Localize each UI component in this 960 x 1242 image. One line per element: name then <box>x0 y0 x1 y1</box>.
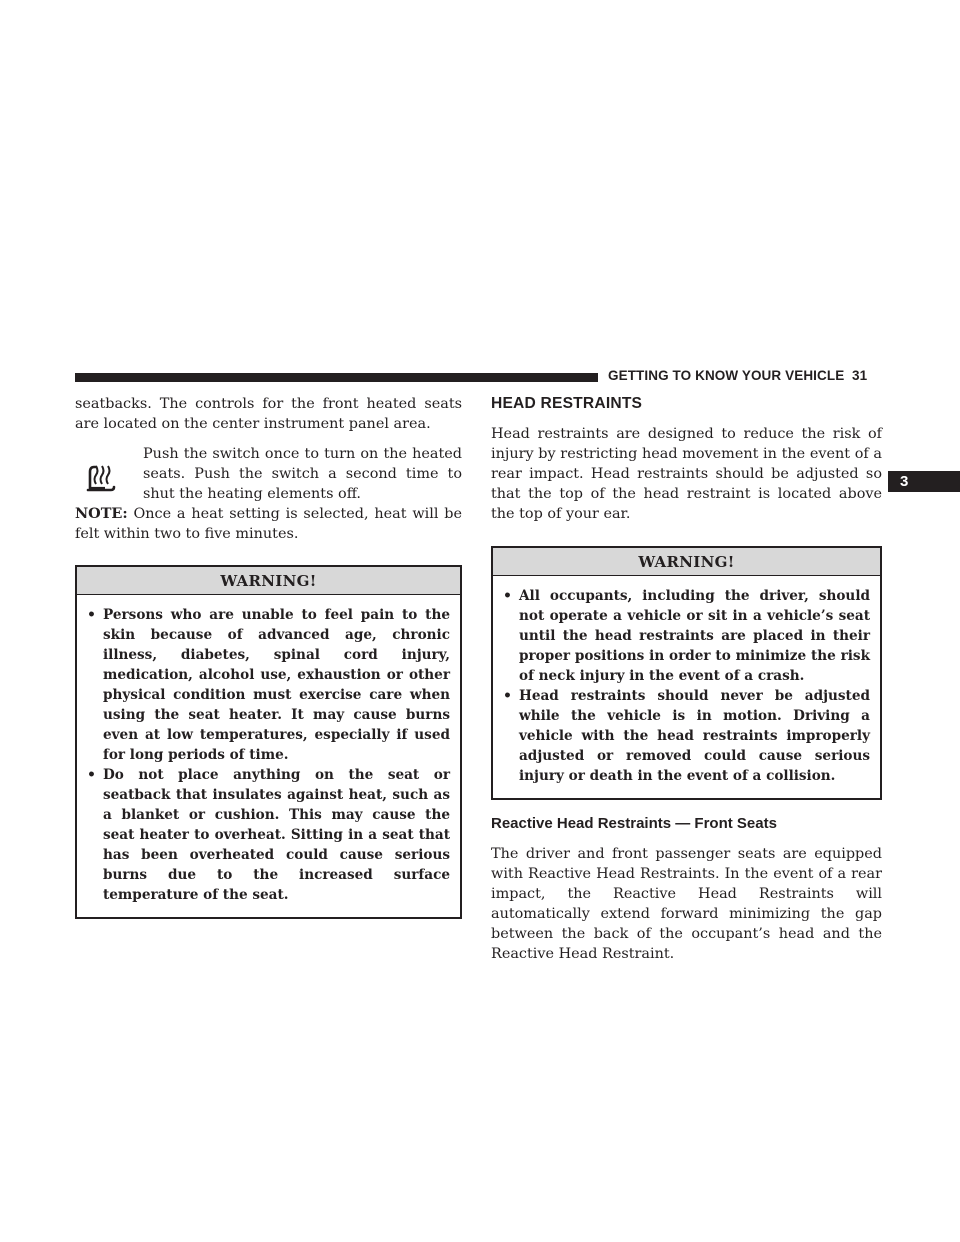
seat-heater-intro: seatbacks. The controls for the front heated seats are located on the center instrument panel area. <box>75 396 462 432</box>
warning-item: • Persons who are unable to feel pain to the skin because of advanced age, chronic illness, diabetes, spinal cord injury, medication, alcohol use, exhaustion or other physical condition must exercise care when using the seat heater. It may cause burns even at low temperatures, especially if used for long periods of time. <box>87 605 450 765</box>
page-number: 31 <box>852 368 868 383</box>
chapter-tab: 3 <box>888 471 960 492</box>
note-text: Once a heat setting is selected, heat will be felt within two to five minutes. <box>75 506 462 542</box>
warning-title: WARNING! <box>77 567 460 595</box>
warning-item: • Do not place anything on the seat or seatback that insulates against heat, such as a blanket or cushion. This may cause the seat heater to overheat. Sitting in a seat that has been overheated could cause serious burns due to the increased surface temperature of the seat. <box>87 765 450 905</box>
note-label: NOTE: <box>75 505 128 522</box>
heated-seat-instruction <box>75 444 462 504</box>
subsection-heading: Reactive Head Restraints — Front Seats <box>491 815 777 832</box>
left-column <box>75 394 462 919</box>
heated-seat-instruction-text: Push the switch once to turn on the heated seats. Push the switch a second time to shut the heating elements off. <box>143 446 462 502</box>
warning-item: • Head restraints should never be adjusted while the vehicle is in motion. Driving a vehicle with the head restraints improperly adjusted or removed could cause serious injury or death in the event of a collision. <box>503 686 870 786</box>
header-rule <box>75 373 598 382</box>
head-restraints-intro: Head restraints are designed to reduce the risk of injury by restricting head movement in the event of a rear impact. Head restraints should be adjusted so that the top of the head restraint is located above the top of your ear. <box>491 426 882 522</box>
reactive-head-restraints-text: The driver and front passenger seats are equipped with Reactive Head Restraints. In the event of a rear impact, the Reactive Head Restraints will automatically extend forward minimizing the gap between the back of the occupant’s head and the Reactive Head Restraint. <box>491 846 882 962</box>
seat-heater-warning-box <box>75 565 462 919</box>
header-title: GETTING TO KNOW YOUR VEHICLE <box>608 368 845 383</box>
heated-seat-icon <box>75 444 143 504</box>
running-header <box>608 368 891 383</box>
warning-item: • All occupants, including the driver, should not operate a vehicle or sit in a vehicle’s seat until the head restraints are placed in their proper positions in order to minimize the risk of neck injury in the event of a crash. <box>503 586 870 686</box>
warning-list <box>493 576 880 798</box>
section-heading: HEAD RESTRAINTS <box>491 395 643 412</box>
right-column <box>491 394 882 964</box>
note-paragraph <box>75 504 462 544</box>
warning-title: WARNING! <box>493 548 880 576</box>
warning-list <box>77 595 460 917</box>
head-restraint-warning-box <box>491 546 882 800</box>
